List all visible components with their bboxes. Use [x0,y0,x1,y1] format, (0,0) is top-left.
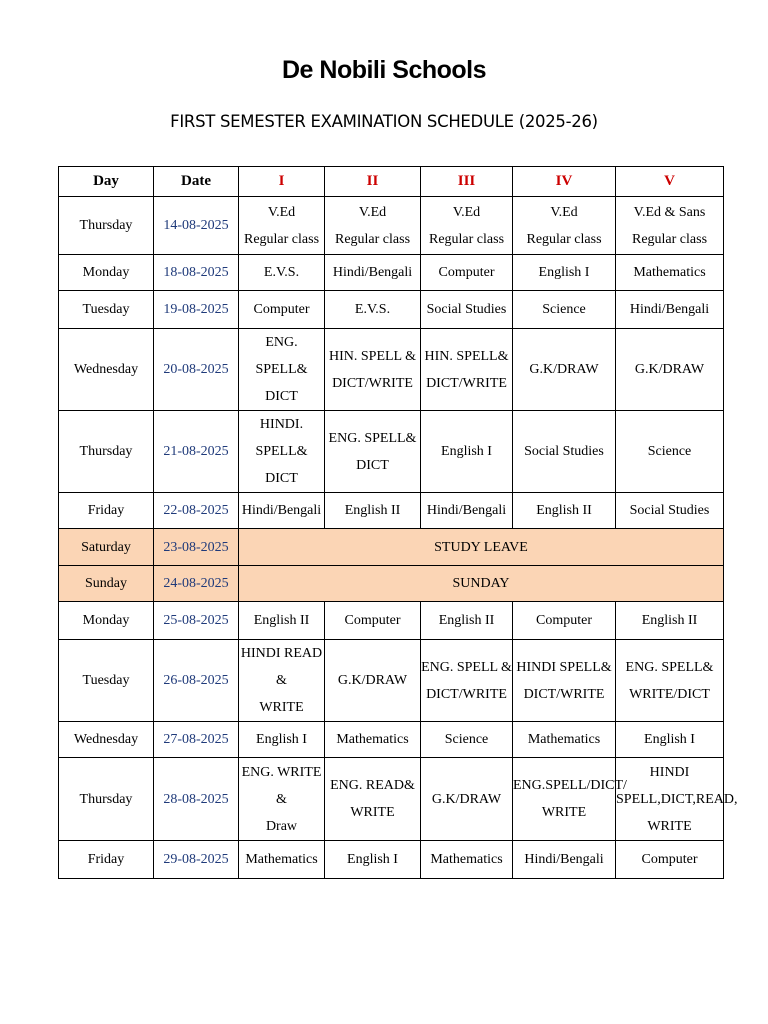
header-date: Date [154,167,239,197]
subject-cell [616,493,724,529]
subject-cell [513,255,616,291]
subject-cell [421,602,513,640]
subject-cell [239,197,325,255]
subject-cell [616,329,724,411]
subject-text: ENG. SPELL& [328,430,417,446]
subject-text: Science [542,302,586,317]
subject-text: Mathematics [430,852,503,867]
subject-cell [513,411,616,493]
day-cell: Friday [59,493,154,529]
table-row [59,291,724,329]
subject-text: English I [347,852,398,867]
subject-cell [616,255,724,291]
date-cell: 24-08-2025 [154,566,239,602]
date-cell: 23-08-2025 [154,529,239,566]
day-cell: Wednesday [59,722,154,758]
subject-text: Computer [641,852,698,867]
subject-cell [513,602,616,640]
subject-text: Hindi/Bengali [629,302,710,317]
subject-text: Mathematics [527,732,601,747]
subject-text: HIN. SPELL & [329,348,416,364]
subject-text: E.V.S. [263,265,300,280]
subject-text: Regular class [526,231,602,247]
subject-text: ENG. SPELL & [421,659,512,675]
date-cell: 22-08-2025 [154,493,239,529]
day-cell: Thursday [59,411,154,493]
subject-cell [239,291,325,329]
header-class-v: V [616,167,724,197]
subject-cell [421,493,513,529]
subject-text: SPELL,DICT,READ, [616,791,738,807]
subject-cell [239,640,325,722]
subject-cell [616,640,724,722]
subject-text: G.K/DRAW [431,791,502,807]
subject-text: G.K/DRAW [634,362,705,377]
subject-cell [421,197,513,255]
subject-cell [616,291,724,329]
subject-text: V.Ed & Sans [633,204,706,220]
day-cell: Monday [59,602,154,640]
subject-text: WRITE [350,805,395,820]
header-row [59,167,724,197]
subject-text: HIN. SPELL& [424,348,509,364]
subject-text: English I [441,444,492,459]
day-cell: Friday [59,841,154,879]
subject-text: V.Ed [358,204,387,220]
subject-text: ENG.SPELL/DICT/ [513,778,627,793]
subject-cell [616,722,724,758]
subject-text: Social Studies [426,302,507,317]
table-row [59,841,724,879]
subject-cell [513,640,616,722]
subject-cell [239,493,325,529]
subject-text: Computer [253,302,310,317]
subject-cell [239,602,325,640]
subject-text: ENG. SPELL& [625,659,714,675]
subject-cell [421,291,513,329]
subject-cell [325,291,421,329]
header-class-iii: III [421,167,513,197]
subject-text: V.Ed [550,204,578,220]
day-cell: Thursday [59,758,154,841]
subject-text: English I [644,732,695,747]
date-cell: 27-08-2025 [154,722,239,758]
subject-text: Social Studies [524,444,604,459]
subject-text: DICT/WRITE [426,686,507,702]
table-row [59,411,724,493]
subject-text: Computer [438,265,495,280]
subject-cell [239,411,325,493]
subject-cell [616,602,724,640]
subject-text: WRITE [647,818,692,834]
subject-text: G.K/DRAW [529,362,599,377]
subject-cell [325,602,421,640]
table-row [59,566,724,602]
subject-cell [239,255,325,291]
subject-cell [421,758,513,841]
subject-text: Hindi/Bengali [241,503,322,518]
subject-cell [421,255,513,291]
subject-cell [325,758,421,841]
subject-cell [325,841,421,879]
schedule-body [59,197,738,879]
table-row [59,640,724,722]
subject-cell [239,329,325,411]
table-row [59,197,724,255]
school-name: De Nobili Schools [281,56,487,84]
header-day: Day [59,167,154,197]
subject-text: HINDI. SPELL& [255,417,308,459]
subject-text: English II [253,613,310,628]
subject-text: ENG. READ& [330,778,415,793]
subject-cell [513,758,627,841]
subject-text: DICT [356,457,389,473]
subject-text: English I [538,265,590,280]
subject-text: Computer [536,613,592,628]
subject-cell [239,758,325,841]
subject-text: Mathematics [245,852,318,867]
subject-text: ENG. WRITE & [241,764,322,807]
subject-cell [513,329,616,411]
subject-cell [239,722,325,758]
subject-text: Hindi/Bengali [332,265,413,280]
subject-text: Regular class [243,231,320,247]
subject-text: Science [647,444,692,459]
date-cell: 26-08-2025 [154,640,239,722]
subject-cell [616,841,724,879]
subject-cell [421,329,513,411]
subject-cell [325,411,421,493]
subject-cell [239,841,325,879]
subject-text: HINDI READ & [240,646,323,688]
subject-text: English II [641,613,698,628]
span-note-cell: SUNDAY [239,566,724,602]
date-cell: 29-08-2025 [154,841,239,879]
subject-cell [325,329,421,411]
schedule-title: FIRST SEMESTER EXAMINATION SCHEDULE (2025-26) [170,112,598,131]
subject-cell [325,722,421,758]
subject-text: Mathematics [633,265,706,280]
date-cell: 18-08-2025 [154,255,239,291]
subject-cell [616,758,738,841]
subject-text: WRITE [259,700,304,715]
header-class-ii: II [325,167,421,197]
subject-text: ENG. SPELL& [255,335,308,377]
subject-text: English II [344,503,401,518]
subject-cell [421,411,513,493]
subject-text: Draw [265,818,298,834]
table-row [59,493,724,529]
subject-text: Hindi/Bengali [426,503,507,518]
subject-text: Science [444,732,489,747]
table-row [59,758,724,841]
subject-text: V.Ed [267,204,296,220]
subject-cell [616,197,724,255]
subject-text: HINDI SPELL& [516,659,612,675]
subject-cell [513,722,616,758]
date-cell: 14-08-2025 [154,197,239,255]
subject-text: E.V.S. [354,302,391,317]
subject-text: Regular class [334,231,411,247]
subject-text: Social Studies [629,503,710,518]
day-cell: Tuesday [59,291,154,329]
subject-cell [421,841,513,879]
subject-text: Computer [344,613,401,628]
date-cell: 20-08-2025 [154,329,239,411]
subject-text: G.K/DRAW [337,673,408,688]
subject-text: WRITE [541,805,587,820]
subject-cell [421,640,513,722]
day-cell: Monday [59,255,154,291]
subject-cell [325,640,421,722]
subject-text: V.Ed [452,204,481,220]
table-row [59,602,724,640]
subject-cell [616,411,724,493]
subject-text: Hindi/Bengali [524,852,604,867]
exam-schedule-table [58,166,738,879]
day-cell: Wednesday [59,329,154,411]
subject-text: DICT [265,389,298,404]
subject-cell [513,841,616,879]
day-cell: Sunday [59,566,154,602]
subject-text: Regular class [428,231,505,247]
day-cell: Saturday [59,529,154,566]
subject-text: DICT/WRITE [426,375,507,391]
subject-text: HINDI [649,764,690,780]
date-cell: 25-08-2025 [154,602,239,640]
header-class-i: I [239,167,325,197]
subject-cell [421,722,513,758]
subject-text: Mathematics [336,732,409,747]
subject-text: Regular class [631,231,708,247]
table-row [59,722,724,758]
subject-cell [325,197,421,255]
subject-cell [325,255,421,291]
subject-text: English I [256,732,307,747]
table-row [59,529,724,566]
subject-cell [513,197,616,255]
table-row [59,329,724,411]
subject-text: DICT [265,471,298,486]
subject-text: DICT/WRITE [523,686,605,702]
date-cell: 19-08-2025 [154,291,239,329]
span-note-cell: STUDY LEAVE [239,529,724,566]
subject-text: English II [536,503,592,518]
table-row [59,255,724,291]
subject-text: DICT/WRITE [332,375,413,391]
subject-cell [513,493,616,529]
subject-text: English II [438,613,495,628]
day-cell: Tuesday [59,640,154,722]
subject-cell [513,291,616,329]
subject-cell [325,493,421,529]
day-cell: Thursday [59,197,154,255]
date-cell: 21-08-2025 [154,411,239,493]
date-cell: 28-08-2025 [154,758,239,841]
subject-text: WRITE/DICT [629,686,710,702]
header-class-iv: IV [513,167,616,197]
